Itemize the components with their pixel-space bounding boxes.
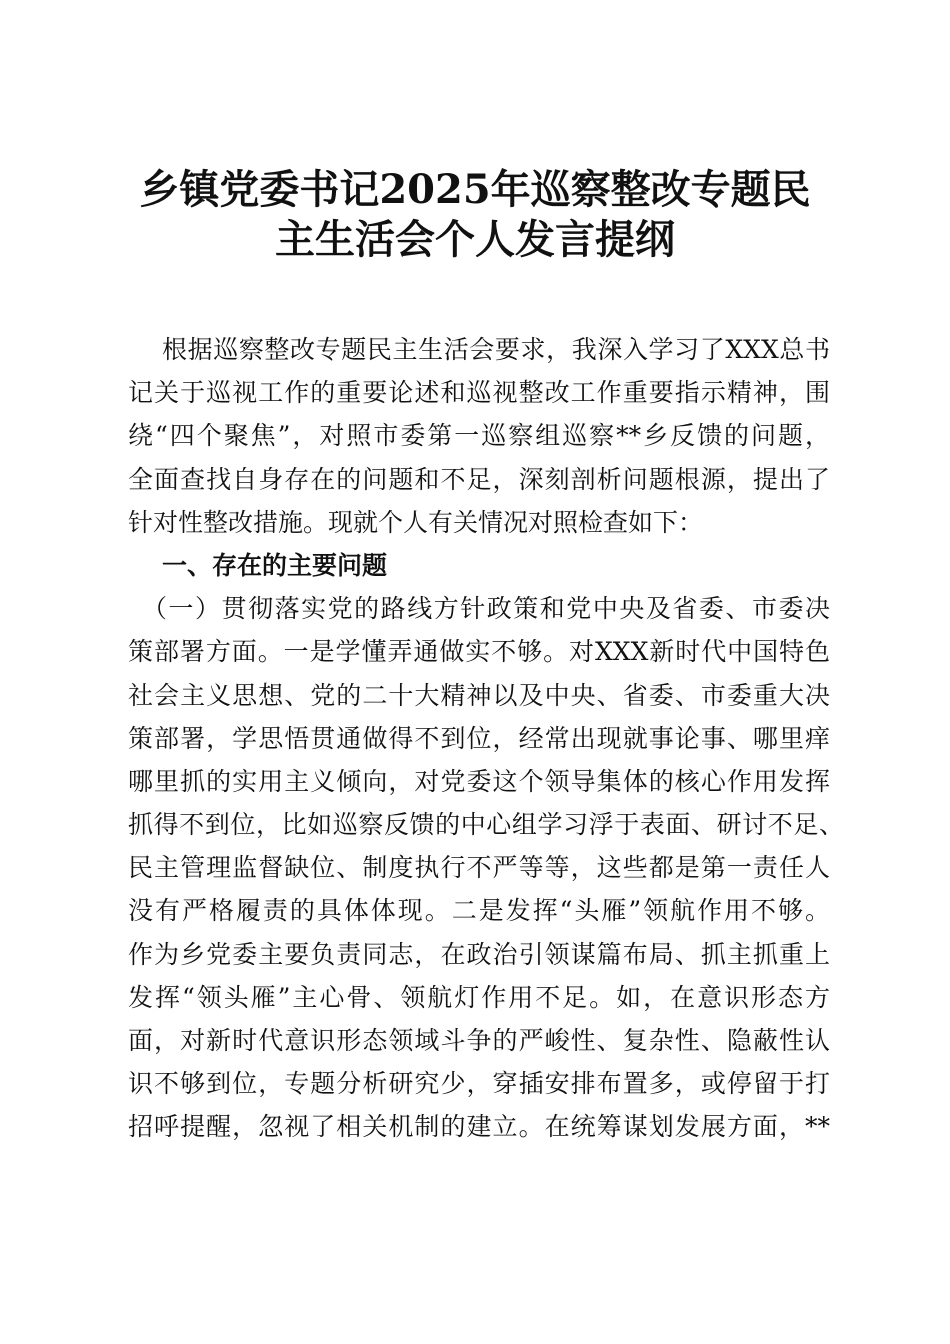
paragraph-line: 策部署，学思悟贯通做得不到位，经常出现就事论事、哪里痒: [128, 723, 830, 753]
paragraph-line: 面，对新时代意识形态领域斗争的严峻性、复杂性、隐蔽性认: [128, 1026, 830, 1055]
paragraph-line: 根据巡察整改专题民主生活会要求，我深入学习了XXX总书: [162, 335, 830, 364]
paragraph-line: 发挥“领头雁”主心骨、领航灯作用不足。如，在意识形态方: [128, 982, 830, 1012]
paragraph-line: 抓得不到位，比如巡察反馈的中心组学习浮于表面、研讨不足、: [128, 810, 844, 840]
paragraph-line: 民主管理监督缺位、制度执行不严等等，这些都是第一责任人: [128, 853, 830, 883]
paragraph-line: 策部署方面。一是学懂弄通做实不够。对XXX新时代中国特色: [128, 637, 830, 667]
paragraph-line: 绕“四个聚焦”，对照市委第一巡察组巡察**乡反馈的问题，: [128, 421, 830, 451]
paragraph-line: 针对性整改措施。现就个人有关情况对照检查如下：: [128, 507, 704, 537]
paragraph-line: 哪里抓的实用主义倾向，对党委这个领导集体的核心作用发挥: [128, 766, 830, 796]
paragraph-line: 全面查找自身存在的问题和不足，深刻剖析问题根源，提出了: [128, 464, 830, 494]
paragraph-line: 记关于巡视工作的重要论述和巡视整改工作重要指示精神，围: [128, 378, 830, 408]
paragraph-line: 识不够到位，专题分析研究少，穿插安排布置多，或停留于打: [128, 1069, 830, 1099]
paragraph-line: 社会主义思想、党的二十大精神以及中央、省委、市委重大决: [128, 680, 830, 710]
paragraph-line: 作为乡党委主要负责同志，在政治引领谋篇布局、抓主抓重上: [128, 939, 830, 969]
section-heading: 一、存在的主要问题: [162, 550, 388, 580]
document-title-line-1: 乡镇党委书记2025年巡察整改专题民: [139, 166, 811, 213]
paragraph-line: （一）贯彻落实党的路线方针政策和党中央及省委、市委决: [142, 594, 830, 624]
paragraph-line: 招呼提醒，忽视了相关机制的建立。在统筹谋划发展方面，**: [128, 1112, 830, 1142]
paragraph-line: 没有严格履责的具体体现。二是发挥“头雁”领航作用不够。: [128, 896, 830, 926]
document-body: [128, 328, 844, 1149]
document-title-line-2: 主生活会个人发言提纲: [275, 216, 675, 263]
